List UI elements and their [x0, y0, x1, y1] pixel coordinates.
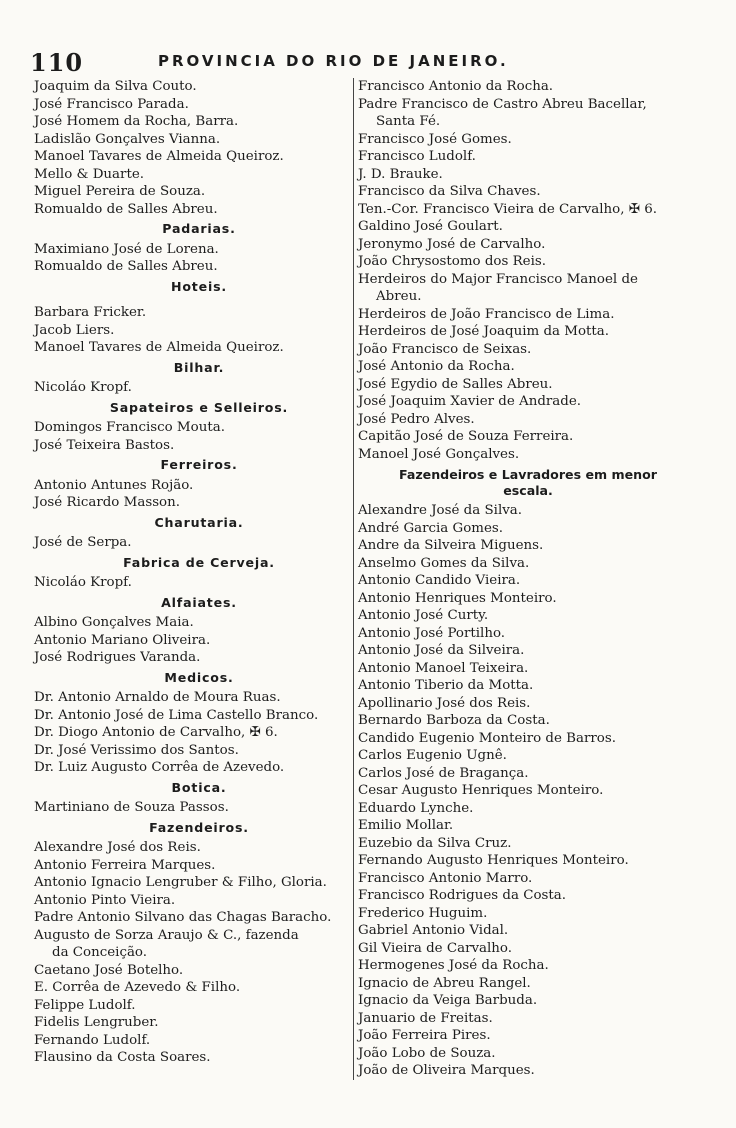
list-item: Anselmo Gomes da Silva. [358, 555, 530, 571]
list-item: Candido Eugenio Monteiro de Barros. [358, 730, 616, 746]
list-item: Eduardo Lynche. [358, 800, 474, 816]
list-item: Cesar Augusto Henriques Monteiro. [358, 783, 604, 798]
list-item: Dr. José Verissimo dos Santos. [34, 742, 239, 758]
list-item: Caetano José Botelho. [34, 962, 184, 978]
list-item: Euzebio da Silva Cruz. [358, 835, 512, 851]
list-item: Carlos José de Bragança. [358, 765, 529, 781]
list-item: Hermogenes José da Rocha. [358, 958, 549, 973]
list-item: Miguel Pereira de Souza. [34, 184, 206, 199]
list-item: Antonio Ignacio Lengruber & Filho, Gloria. [34, 875, 327, 890]
section-heading-lavradores [358, 467, 698, 499]
list-item: Francisco Antonio Marro. [358, 870, 533, 886]
list-item: Fernando Ludolf. [34, 1032, 151, 1048]
list-item: Ladislão Gonçalves Vianna. [34, 131, 221, 147]
list-item: Joaquim da Silva Couto. [34, 79, 197, 94]
section-heading-fazendeiros: Fazendeiros. [149, 819, 249, 835]
list-item: Dr. Antonio Arnaldo de Moura Ruas. [34, 690, 281, 705]
list-item: José Ricardo Masson. [34, 495, 181, 510]
list-item: José Teixeira Bastos. [34, 437, 175, 453]
list-item: José Egydio de Salles Abreu. [358, 376, 553, 392]
list-item: Antonio Henriques Monteiro. [358, 590, 557, 606]
list-item-continuation: Abreu. [376, 289, 422, 304]
list-item: Manoel Tavares de Almeida Queiroz. [34, 340, 284, 355]
list-item: José Francisco Parada. [34, 96, 189, 112]
list-item: Capitão José de Souza Ferreira. [358, 429, 574, 444]
list-item-continuation: Santa Fé. [376, 114, 441, 129]
section-heading-cerveja: Fabrica de Cerveja. [123, 554, 275, 570]
list-item: Gil Vieira de Carvalho. [358, 940, 513, 956]
page-number: 110 [30, 48, 84, 77]
list-item: Ignacio de Abreu Rangel. [358, 975, 531, 991]
list-item: Nicoláo Kropf. [34, 575, 132, 590]
list-item: Flausino da Costa Soares. [34, 1050, 211, 1065]
list-item: Augusto de Sorza Araujo & C., fazenda [34, 927, 299, 943]
list-item: José de Serpa. [34, 535, 132, 550]
left-top-list [34, 78, 364, 218]
list-item: Romualdo de Salles Abreu. [34, 201, 218, 217]
list-item: Francisco José Gomes. [358, 131, 512, 147]
list-item: Fidelis Lengruber. [34, 1015, 159, 1030]
list-item: André Garcia Gomes. [358, 520, 504, 536]
list-item: Padre Antonio Silvano das Chagas Baracho. [34, 910, 332, 925]
list-item: Fernando Augusto Henriques Monteiro. [358, 853, 629, 868]
section-heading-hoteis: Hoteis. [171, 278, 227, 294]
list-item: Dr. Luiz Augusto Corrêa de Azevedo. [34, 760, 285, 775]
list-item: José Joaquim Xavier de Andrade. [358, 394, 582, 409]
list-item: Albino Gonçalves Maia. [34, 615, 194, 630]
list-item: Antonio Candido Vieira. [358, 573, 521, 588]
list-item: Jeronymo José de Carvalho. [358, 236, 546, 252]
list-item: Antonio José Curty. [358, 608, 489, 623]
heading-line: Fazendeiros e Lavradores em menor [398, 467, 658, 482]
list-item: Apollinario José dos Reis. [358, 695, 531, 711]
list-item: João Ferreira Pires. [358, 1028, 491, 1043]
list-item: José Pedro Alves. [358, 411, 475, 427]
list-item: Galdino José Goulart. [358, 219, 503, 234]
heading-line: escala. [503, 483, 553, 498]
list-item: João Chrysostomo dos Reis. [358, 254, 547, 269]
list-item-continuation: da Conceição. [52, 945, 148, 960]
list-item: João de Oliveira Marques. [358, 1063, 535, 1078]
list-item: Herdeiros de João Francisco de Lima. [358, 306, 615, 322]
list-item: Francisco Antonio da Rocha. [358, 79, 554, 94]
list-item: Ten.-Cor. Francisco Vieira de Carvalho, ✠ 6. [358, 201, 657, 217]
list-item: Frederico Huguim. [358, 905, 488, 921]
list-item: Martiniano de Souza Passos. [34, 800, 229, 815]
list-item: Dr. Diogo Antonio de Carvalho, ✠ 6. [34, 725, 278, 740]
list-item: José Rodrigues Varanda. [34, 650, 201, 665]
right-top-list [358, 78, 698, 463]
list-item: Alexandre José da Silva. [358, 503, 523, 518]
left-column [34, 78, 364, 1067]
section-heading-alfaiates: Alfaiates. [161, 594, 237, 610]
right-column [353, 78, 698, 1080]
list-item: Dr. Antonio José de Lima Castello Branco. [34, 707, 319, 723]
list-item: Gabriel Antonio Vidal. [358, 923, 509, 938]
section-heading-ferreiros: Ferreiros. [160, 457, 238, 472]
list-item: Domingos Francisco Mouta. [34, 420, 225, 435]
list-item: Manoel Tavares de Almeida Queiroz. [34, 149, 284, 164]
list-item: Francisco Rodrigues da Costa. [358, 888, 567, 903]
list-item: Antonio José da Silveira. [358, 643, 525, 658]
list-item: Padre Francisco de Castro Abreu Bacellar, [358, 96, 647, 112]
list-item: Antonio Pinto Vieira. [34, 892, 176, 908]
list-item: Herdeiros do Major Francisco Manoel de [358, 271, 638, 287]
list-item: Emilio Mollar. [358, 818, 454, 833]
list-item: Antonio Manoel Teixeira. [358, 660, 529, 676]
list-item: Andre da Silveira Miguens. [358, 538, 544, 553]
list-item: Antonio José Portilho. [358, 625, 506, 641]
list-item: Barbara Fricker. [34, 305, 147, 320]
list-item: Jacob Liers. [34, 322, 115, 338]
list-item: Antonio Antunes Rojão. [34, 477, 194, 493]
list-item: João Francisco de Seixas. [358, 341, 532, 357]
list-item: Herdeiros de José Joaquim da Motta. [358, 324, 610, 339]
list-item: José Homem da Rocha, Barra. [34, 114, 239, 129]
list-item: Francisco Ludolf. [358, 149, 476, 164]
list-item: Januario de Freitas. [358, 1010, 493, 1026]
section-heading-charutaria: Charutaria. [154, 514, 244, 530]
list-item: Ignacio da Veiga Barbuda. [358, 993, 538, 1008]
list-item: E. Corrêa de Azevedo & Filho. [34, 980, 241, 995]
section-heading-padarias: Padarias. [162, 221, 236, 236]
list-item: Carlos Eugenio Ugnê. [358, 748, 507, 763]
section-heading-bilhar: Bilhar. [173, 359, 225, 375]
list-item: Antonio Mariano Oliveira. [34, 632, 211, 648]
list-item: Francisco da Silva Chaves. [358, 184, 541, 199]
list-item: José Antonio da Rocha. [358, 359, 515, 374]
list-item: Antonio Ferreira Marques. [34, 857, 216, 873]
list-item: J. D. Brauke. [358, 166, 443, 182]
list-item: Nicoláo Kropf. [34, 380, 132, 395]
section-heading-sapateiros: Sapateiros e Selleiros. [109, 399, 289, 415]
list-item: Antonio Tiberio da Motta. [358, 678, 534, 693]
section-heading-botica: Botica. [171, 779, 227, 795]
list-item: Alexandre José dos Reis. [34, 840, 201, 855]
list-item: Maximiano José de Lorena. [34, 241, 219, 257]
list-item: Romualdo de Salles Abreu. [34, 259, 218, 274]
list-item: Manoel José Gonçalves. [358, 446, 520, 462]
list-item: Felippe Ludolf. [34, 997, 136, 1013]
list-item: Mello & Duarte. [34, 166, 145, 182]
list-item: Bernardo Barboza da Costa. [358, 713, 550, 728]
section-heading-medicos: Medicos. [164, 669, 234, 685]
list-item: João Lobo de Souza. [358, 1045, 496, 1061]
running-title: PROVINCIA DO RIO DE JANEIRO. [158, 52, 509, 70]
